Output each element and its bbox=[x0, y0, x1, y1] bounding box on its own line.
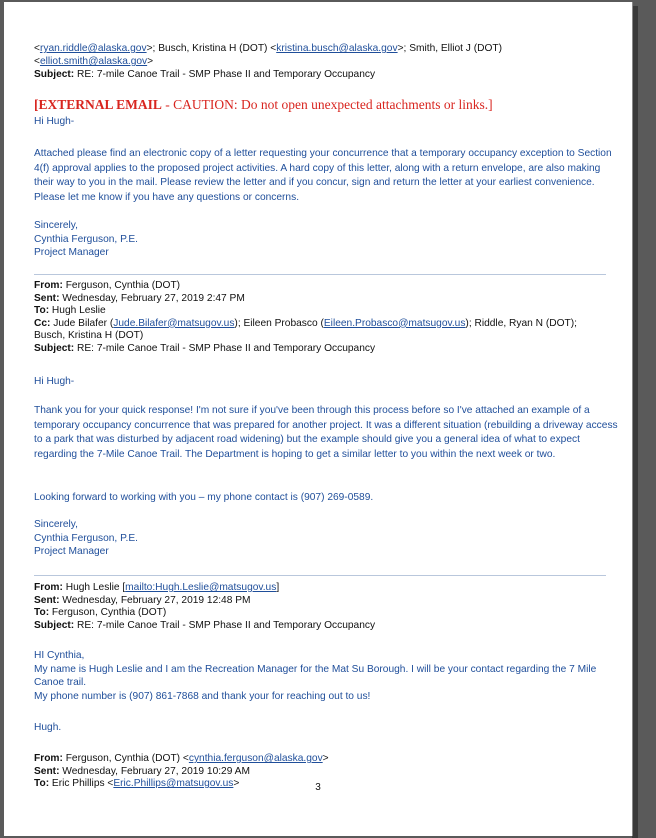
email-link[interactable]: Jude.Bilafer@matsugov.us bbox=[113, 317, 235, 329]
email1-greeting: Hi Hugh- bbox=[34, 116, 75, 127]
email2-followup: Looking forward to working with you – my phone contact is (907) 269-0589. bbox=[34, 492, 374, 503]
email3-header: From: Hugh Leslie [mailto:Hugh.Leslie@matsugov.us] Sent: Wednesday, February 27, 2019 12:48 PM To: Ferguson, Cynthia (DOT) Subject: RE: 7-mile Canoe Trail - SMP Phase II and Temporary Occupancy bbox=[34, 582, 376, 631]
email1-signature: Sincerely, Cynthia Ferguson, P.E. Project Manager bbox=[34, 220, 139, 258]
email2-greeting: Hi Hugh- bbox=[34, 376, 75, 387]
email2-body: Thank you for your quick response! I'm not sure if you've been through this process before so I've attached an example of a temporary occupancy concurrence that was prepared for another project. It was a different situation (rebuilding a driveway access to a park that was disturbed by adjacent road widening) but the example should give you a general idea of what to expect regarding the 7-Mile Canoe Trail. The Department is hoping to get a similar letter to you within the next week or two. bbox=[34, 405, 618, 460]
email-link[interactable]: elliot.smith@alaska.gov bbox=[39, 56, 148, 67]
external-email-warning: [EXTERNAL EMAIL - CAUTION: Do not open unexpected attachments or links.] bbox=[34, 97, 493, 112]
email2-signature: Sincerely, Cynthia Ferguson, P.E. Project Manager bbox=[34, 519, 139, 557]
page-number: 3 bbox=[315, 782, 321, 793]
recipients-block: <ryan.riddle@alaska.gov>; Busch, Kristina H (DOT) <kristina.busch@alaska.gov>; Smith, Elliot J (DOT) <elliot.smith@alaska.gov> Subject: RE: 7-mile Canoe Trail - SMP Phase II and Temporary Occupancy bbox=[34, 43, 503, 80]
email3-body: HI Cynthia, My name is Hugh Leslie and I am the Recreation Manager for the Mat Su Borough. I will be your contact regarding the 7 Mile Canoe trail. My phone number is (907) 861-7868 and thank your for reaching out to us! bbox=[34, 650, 597, 702]
email1-body: Attached please find an electronic copy of a letter requesting your concurrence that a temporary occupancy exception to Section 4(f) approval applies to the proposed project activities. A hard copy of this letter, along with a return envelope, are also making their way to you in the mail. Please review the letter and if you concur, sign and return the letter at your earliest convenience. Please let me know if you have any questions or concerns. bbox=[34, 148, 612, 203]
email-link[interactable]: Eric.Phillips@matsugov.us bbox=[113, 778, 234, 789]
email4-header: From: Ferguson, Cynthia (DOT) <cynthia.ferguson@alaska.gov> Sent: Wednesday, February 27, 2019 10:29 AM To: Eric Phillips <Eric.Phillips@matsugov.us> bbox=[34, 753, 329, 789]
email-link[interactable]: cynthia.ferguson@alaska.gov bbox=[188, 753, 323, 764]
email2-header: From: Ferguson, Cynthia (DOT) Sent: Wednesday, February 27, 2019 2:47 PM To: Hugh Leslie Cc: Jude Bilafer (Jude.Bilafer@matsugov.us); Eileen Probasco (Eileen.Probasco@matsugov.us); Riddle, Ryan N (DOT); Busch, Kristina H (DOT) Subject: RE: 7-mile Canoe Trail - SMP Phase II and Temporary Occupancy bbox=[34, 280, 577, 354]
divider bbox=[34, 274, 606, 275]
email3-signoff: Hugh. bbox=[34, 722, 62, 733]
email-link[interactable]: kristina.busch@alaska.gov bbox=[276, 43, 398, 54]
document-page bbox=[4, 2, 633, 836]
mailto-link[interactable]: mailto:Hugh.Leslie@matsugov.us bbox=[125, 582, 277, 593]
divider bbox=[34, 575, 606, 576]
email-link[interactable]: ryan.riddle@alaska.gov bbox=[39, 43, 147, 54]
email-link[interactable]: Eileen.Probasco@matsugov.us bbox=[323, 317, 466, 329]
